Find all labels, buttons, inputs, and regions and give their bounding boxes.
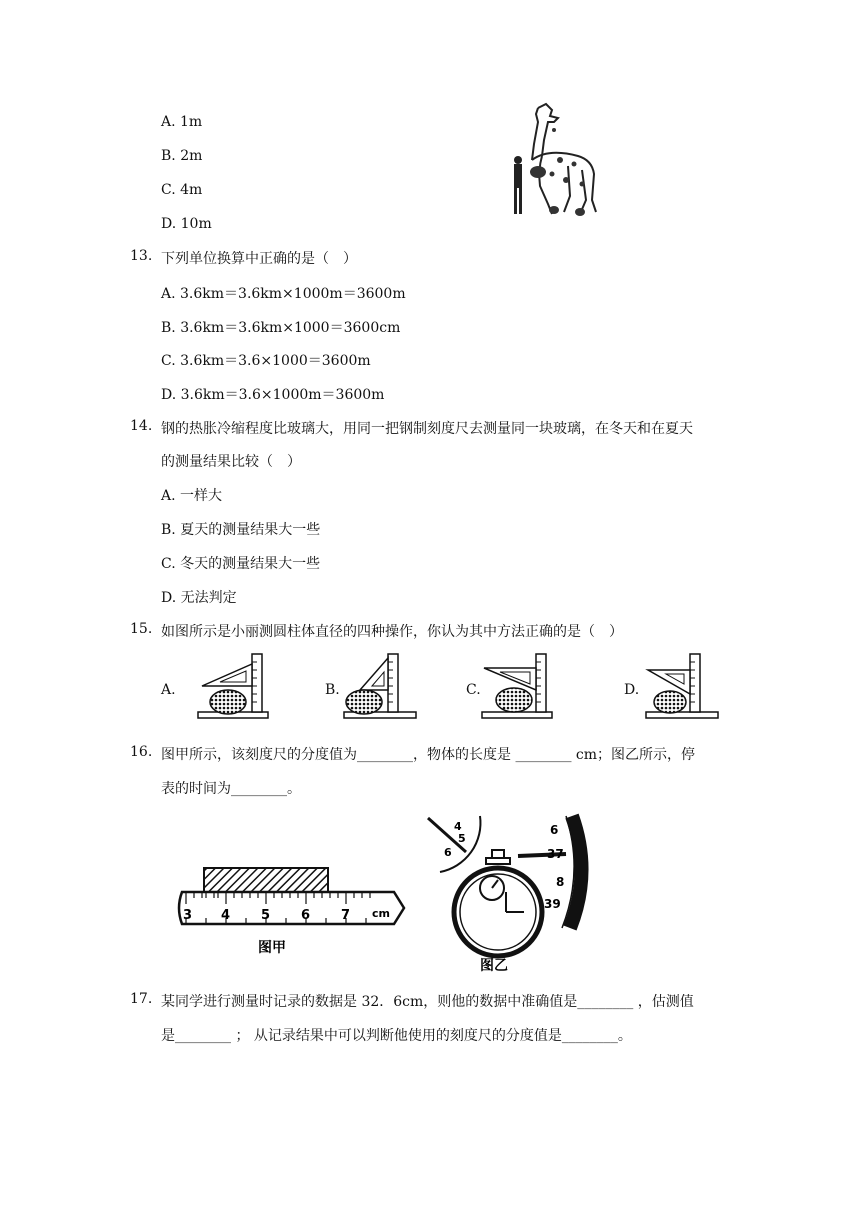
q15-option-a-label: A.	[161, 682, 176, 698]
q15-stem: 如图所示是小丽测圆柱体直径的四种操作，你认为其中方法正确的是（ ）	[161, 624, 623, 640]
q13-option-b: B. 3.6km＝3.6km×1000＝3600cm	[161, 320, 401, 336]
q13-option-a: A. 3.6km＝3.6km×1000m＝3600m	[161, 286, 406, 302]
q17-number: 17.	[130, 991, 153, 1007]
fig-yi-small-6: 6	[444, 846, 452, 859]
q15-option-d-figure	[644, 650, 720, 724]
q15-option-b-figure	[342, 650, 418, 724]
fig-jia-tick-7: 7	[341, 908, 351, 923]
fig-yi-big-6: 6	[550, 823, 559, 837]
giraffe-figure	[508, 100, 603, 220]
q14-option-b: B. 夏天的测量结果大一些	[161, 522, 321, 538]
fig-jia-unit: cm	[372, 907, 390, 920]
q15-option-b-label: B.	[325, 682, 340, 698]
fig-yi-stopwatch	[420, 812, 595, 974]
q15-number: 15.	[130, 621, 153, 637]
q15-option-c-figure	[478, 650, 554, 724]
fig-yi-small-4: 4	[454, 820, 462, 833]
q14-stem-line1: 钢的热胀冷缩程度比玻璃大，用同一把钢制刻度尺去测量同一块玻璃，在冬天和在夏天	[161, 421, 693, 437]
q16-number: 16.	[130, 744, 153, 760]
q13-option-c: C. 3.6km＝3.6×1000＝3600m	[161, 353, 371, 369]
q13-option-d: D. 3.6km＝3.6×1000m＝3600m	[161, 387, 385, 403]
fig-jia-tick-6: 6	[301, 908, 311, 923]
fig-jia-caption: 图甲	[258, 940, 286, 956]
q15-option-c-label: C.	[466, 682, 481, 698]
q17-stem-line1: 某同学进行测量时记录的数据是 32．6cm，则他的数据中准确值是________ ，估测值	[161, 994, 694, 1010]
q12-option-c: C. 4m	[161, 182, 203, 198]
q12-option-b: B. 2m	[161, 148, 203, 164]
q17-stem-line2: 是________ ； 从记录结果中可以判断他使用的刻度尺的分度值是________。	[161, 1028, 632, 1044]
q12-option-a: A. 1m	[161, 114, 203, 130]
fig-jia-ruler	[176, 864, 408, 964]
fig-yi-caption: 图乙	[480, 958, 508, 974]
fig-jia-tick-4: 4	[221, 908, 231, 923]
q12-option-d: D. 10m	[161, 216, 212, 232]
q13-number: 13.	[130, 248, 153, 264]
fig-yi-big-8: 8	[556, 875, 565, 889]
q14-number: 14.	[130, 418, 153, 434]
fig-yi-small-5: 5	[458, 832, 466, 845]
q14-option-a: A. 一样大	[161, 488, 223, 504]
q15-option-d-label: D.	[624, 682, 640, 698]
q14-stem-line2: 的测量结果比较（ ）	[161, 454, 301, 470]
q14-option-d: D. 无法判定	[161, 590, 237, 606]
q16-stem-line1: 图甲所示，该刻度尺的分度值为________，物体的长度是 ________ cm；图乙所示，停	[161, 747, 696, 763]
q15-option-a-figure	[194, 650, 270, 724]
fig-yi-big-37: 37	[547, 847, 564, 861]
q14-option-c: C. 冬天的测量结果大一些	[161, 556, 321, 572]
fig-yi-big-39: 39	[544, 897, 561, 911]
fig-jia-tick-5: 5	[261, 908, 271, 923]
q16-stem-line2: 表的时间为________。	[161, 781, 301, 797]
q13-stem: 下列单位换算中正确的是（ ）	[161, 251, 357, 267]
fig-jia-tick-3: 3	[183, 908, 193, 923]
